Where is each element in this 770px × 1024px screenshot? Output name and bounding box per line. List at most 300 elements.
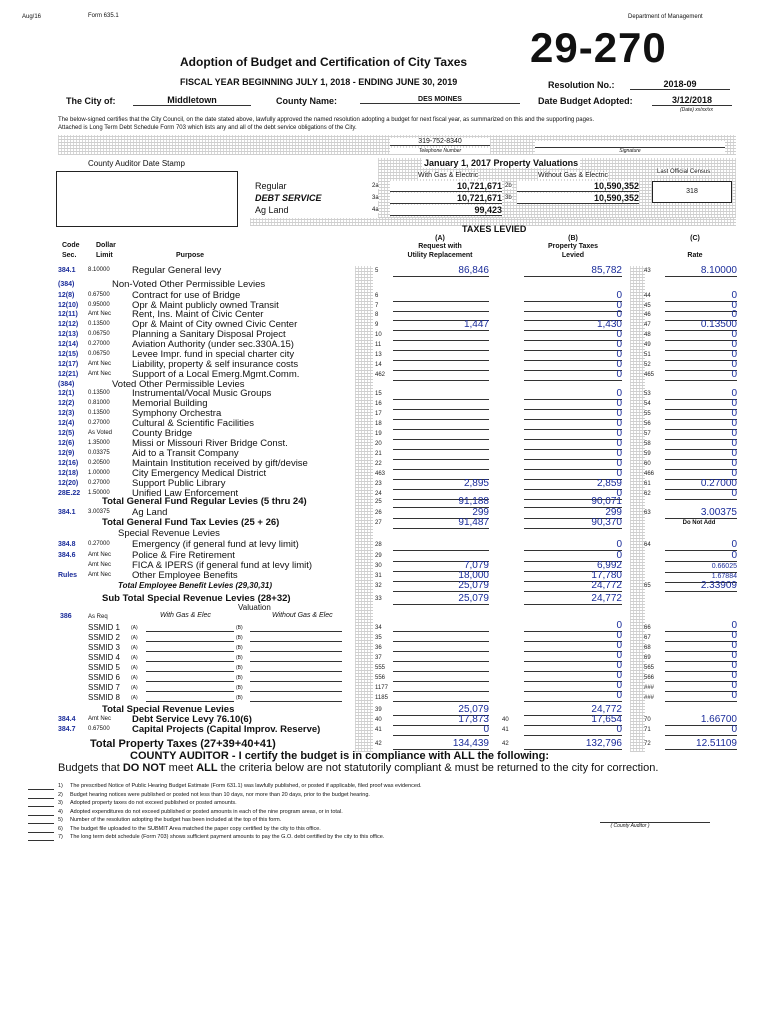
line-number: 34 <box>375 625 382 631</box>
dollar-header: Dollar <box>96 242 116 249</box>
purpose-label: Regular General levy <box>132 265 222 276</box>
ssmid-request-field[interactable] <box>393 643 489 652</box>
col-a-header: (A) <box>435 235 445 242</box>
line-number: 16 <box>375 401 382 407</box>
purpose-label: Symphony Orchestra <box>132 408 222 419</box>
tax-rate[interactable]: 0 <box>665 448 737 460</box>
line-number: 19 <box>375 431 382 437</box>
tax-rate[interactable]: 0 <box>665 724 737 736</box>
signature-label: Signature <box>535 148 725 154</box>
ssmid-request-field[interactable] <box>393 673 489 682</box>
ssmid-label: SSMID 4 <box>88 653 121 662</box>
ssmid-with-gas-field[interactable] <box>146 683 234 692</box>
property-taxes-levied[interactable]: 0 <box>524 468 622 480</box>
criteria-number: 1) <box>58 783 63 789</box>
telephone-label: Telephone Number <box>390 148 490 154</box>
ssmid-levied[interactable]: 0 <box>524 681 622 692</box>
ssmid-b-marker: (B) <box>236 625 243 631</box>
property-taxes-levied[interactable]: 6,992 <box>524 560 622 572</box>
tax-rate[interactable]: 0 <box>665 408 737 420</box>
property-taxes-levied[interactable]: 0 <box>524 300 622 312</box>
purpose-label: Voted Other Permissible Levies <box>112 379 245 390</box>
dollar-limit: 0.13500 <box>88 321 110 327</box>
code-section: 12(17) <box>58 361 79 368</box>
tax-rate[interactable]: 0.13500 <box>665 319 737 331</box>
ssmid-with-gas-field[interactable] <box>146 693 234 702</box>
code-section: 12(16) <box>58 460 79 467</box>
request-with-utility[interactable]: 7,079 <box>393 560 489 572</box>
line-number: 566 <box>644 675 655 681</box>
tax-rate[interactable]: 0 <box>665 369 737 381</box>
valuation-without-gas[interactable]: 10,590,352 <box>517 193 639 204</box>
property-taxes-levied[interactable]: 0 <box>524 488 622 500</box>
ssmid-b-marker: (B) <box>236 665 243 671</box>
purpose-label: Total General Fund Tax Levies (25 + 26) <box>102 517 280 528</box>
line-number: 8 <box>375 312 379 318</box>
purpose-label: Debt Service Levy 76.10(6) <box>132 714 252 725</box>
tax-rate[interactable]: 0 <box>665 300 737 312</box>
dollar-limit: 0.67500 <box>88 292 110 298</box>
line-number: 67 <box>644 635 651 641</box>
line-number: 24 <box>375 491 382 497</box>
date-adopted[interactable]: 3/12/2018 <box>652 95 732 106</box>
purpose-label: Memorial Building <box>132 398 208 409</box>
ssmid-rate[interactable]: 0 <box>665 681 737 692</box>
line-number: 33 <box>375 596 382 602</box>
property-taxes-levied[interactable]: 1,430 <box>524 319 622 331</box>
auditor-certification: COUNTY AUDITOR - I certify the budget is in compliance with ALL the following: <box>130 750 550 762</box>
line-number: 41 <box>502 727 509 733</box>
property-taxes-levied[interactable]: 24,772 <box>524 580 622 592</box>
ssmid-with-gas-field[interactable] <box>146 633 234 642</box>
property-taxes-levied[interactable]: 0 <box>524 388 622 400</box>
page-title: Adoption of Budget and Certification of City Taxes <box>180 55 468 69</box>
code-header: Code <box>62 242 80 249</box>
valuation-with-gas[interactable]: 10,721,671 <box>390 181 502 192</box>
valuation-label: Regular <box>255 181 287 191</box>
line-number: 27 <box>375 520 382 526</box>
dollar-limit: 8.10000 <box>88 267 110 273</box>
line-number: 463 <box>375 471 386 477</box>
line-number: 565 <box>644 665 655 671</box>
criteria-checkbox[interactable] <box>28 792 54 799</box>
property-taxes-levied[interactable]: 0 <box>524 539 622 551</box>
dollar-limit: 0.27000 <box>88 541 110 547</box>
request-with-utility[interactable]: 1,447 <box>393 319 489 331</box>
ssmid-b-marker: (B) <box>236 635 243 641</box>
code-section: 12(20) <box>58 480 79 487</box>
tax-rate[interactable]: 0 <box>665 418 737 430</box>
code-section: 12(9) <box>58 450 75 457</box>
line-number: 40 <box>502 717 509 723</box>
ssmid-levied[interactable]: 0 <box>524 661 622 672</box>
property-taxes-levied[interactable]: 299 <box>524 507 622 519</box>
valuation-with-gas[interactable]: 99,423 <box>390 205 502 216</box>
code-section: 384.1 <box>58 509 76 516</box>
department-name: Department of Management <box>628 14 703 20</box>
ssmid-request-field[interactable] <box>393 693 489 702</box>
tax-rate[interactable]: 1.67884 <box>665 571 737 583</box>
code-section: 12(10) <box>58 302 79 309</box>
request-with-utility[interactable]: 91,487 <box>393 517 489 529</box>
ssmid-label: SSMID 3 <box>88 643 121 652</box>
line-number: 2a <box>372 183 379 189</box>
ssmid-limit: As Req <box>88 614 108 620</box>
tax-rate[interactable]: 0 <box>665 339 737 351</box>
line-number: 1177 <box>375 685 388 691</box>
form-number: Form 635.1 <box>88 13 119 19</box>
property-taxes-levied[interactable]: 0 <box>524 438 622 450</box>
line-number: 1185 <box>375 695 388 701</box>
signature-line[interactable] <box>535 141 725 148</box>
code-section: Rules <box>58 572 78 579</box>
purpose-label: Liability, property & self insurance costs <box>132 359 299 370</box>
ssmid-rate[interactable]: 0 <box>665 691 737 702</box>
ssmid-a-marker: (A) <box>131 685 138 691</box>
tax-rate[interactable]: 0 <box>665 428 737 440</box>
purpose-label: Non-Voted Other Permissible Levies <box>112 279 266 290</box>
line-number: 55 <box>644 411 651 417</box>
line-number: 6 <box>375 293 379 299</box>
dollar-limit: Amt Nec <box>88 552 112 558</box>
county-label: County Name: <box>276 96 338 106</box>
census-value[interactable]: 318 <box>652 181 732 203</box>
dollar-limit: 0.06750 <box>88 331 110 337</box>
valuation-with-gas[interactable]: 10,721,671 <box>390 193 502 204</box>
county-name[interactable]: DES MOINES <box>360 96 520 104</box>
ssmid-with-gas-field[interactable] <box>146 673 234 682</box>
purpose-label: Instrumental/Vocal Music Groups <box>132 388 272 399</box>
ssmid-with-gas-field[interactable] <box>146 643 234 652</box>
auditor-requirement: Budgets that DO NOT meet ALL the criteria below are not statutorily compliant & must be returned to the city for correction. <box>58 762 659 774</box>
request-with-utility[interactable] <box>393 369 489 381</box>
date-format-hint: (Date) xx/xx/xx <box>680 107 714 113</box>
dollar-limit: 3.00375 <box>88 509 110 515</box>
line-number: 23 <box>375 481 382 487</box>
purpose-label: Aid to a Transit Company <box>132 448 239 459</box>
purpose-label: Other Employee Benefits <box>132 570 238 581</box>
property-taxes-levied[interactable]: 2,859 <box>524 478 622 490</box>
request-with-utility[interactable]: 17,873 <box>393 714 489 726</box>
line-number: 28 <box>375 542 382 548</box>
tax-rate[interactable]: 0 <box>665 438 737 450</box>
tax-rate[interactable]: 3.00375 <box>665 507 737 519</box>
line-number: 65 <box>644 583 651 589</box>
line-number: 13 <box>375 352 382 358</box>
tax-rate[interactable]: 0 <box>665 488 737 500</box>
purpose-label: Rent, Ins. Maint of Civic Center <box>132 309 264 320</box>
criteria-number: 3) <box>58 800 63 806</box>
request-with-utility[interactable]: 86,846 <box>393 265 489 277</box>
tax-rate[interactable]: 0 <box>665 468 737 480</box>
criteria-checkbox[interactable] <box>28 783 54 790</box>
line-number: 43 <box>644 268 651 274</box>
dollar-limit: 1.35000 <box>88 440 110 446</box>
county-auditor-signature[interactable] <box>600 816 710 823</box>
col-b-header-3: Levied <box>561 252 585 259</box>
line-number: 29 <box>375 553 382 559</box>
property-taxes-levied[interactable]: 0 <box>524 369 622 381</box>
code-section: 12(4) <box>58 420 75 427</box>
property-taxes-levied[interactable]: 0 <box>524 339 622 351</box>
tax-rate[interactable]: 0 <box>665 398 737 410</box>
criteria-number: 5) <box>58 817 63 823</box>
ssmid-a-marker: (A) <box>131 645 138 651</box>
ssmid-levied[interactable]: 0 <box>524 621 622 632</box>
request-with-utility[interactable]: 0 <box>393 724 489 736</box>
ssmid-rate[interactable]: 0 <box>665 651 737 662</box>
tax-rate[interactable]: 2.33909 <box>665 580 737 592</box>
request-with-utility[interactable]: 91,188 <box>393 496 489 508</box>
purpose-label: Support of a Local Emerg.Mgmt.Comm. <box>132 369 300 380</box>
tax-rate[interactable]: 12.51109 <box>665 738 737 750</box>
resolution-number[interactable]: 2018-09 <box>630 79 730 90</box>
ssmid-without-gas-field[interactable] <box>250 653 342 662</box>
line-number: 466 <box>644 471 655 477</box>
ssmid-b-marker: (B) <box>236 645 243 651</box>
ssmid-without-gas-field[interactable] <box>250 663 342 672</box>
line-number: 70 <box>644 717 651 723</box>
property-taxes-levied[interactable]: 0 <box>524 349 622 361</box>
valuation-label: DEBT SERVICE <box>255 193 322 203</box>
property-taxes-levied[interactable]: 24,772 <box>524 593 622 605</box>
line-number: 35 <box>375 635 382 641</box>
tax-rate[interactable]: 0 <box>665 290 737 302</box>
line-number: 36 <box>375 645 382 651</box>
tax-rate[interactable]: 0 <box>665 309 737 321</box>
criteria-number: 4) <box>58 808 63 815</box>
criteria-number: 2) <box>58 791 63 798</box>
property-taxes-levied[interactable]: 85,782 <box>524 265 622 277</box>
ssmid-without-gas-field[interactable] <box>250 683 342 692</box>
dollar-limit: 0.20500 <box>88 460 110 466</box>
purpose-label: Unified Law Enforcement <box>132 488 239 499</box>
certification-text-2: Attached is Long Term Debt Schedule Form 703 which lists any and all of the debt service obligations of the City. <box>58 125 357 131</box>
purpose-header: Purpose <box>176 252 205 259</box>
line-number: 555 <box>375 665 386 671</box>
property-taxes-levied[interactable]: 17,780 <box>524 570 622 582</box>
line-number: 20 <box>375 441 382 447</box>
criteria-checkbox[interactable] <box>28 817 54 824</box>
ssmid-request-field[interactable] <box>393 663 489 672</box>
line-number: 59 <box>644 451 651 457</box>
ssmid-levied[interactable]: 0 <box>524 671 622 682</box>
request-with-utility[interactable]: 299 <box>393 507 489 519</box>
dollar-limit: 0.95000 <box>88 302 110 308</box>
line-number: 71 <box>644 727 651 733</box>
with-gas-header: With Gas & Electric <box>418 172 479 179</box>
request-with-utility[interactable]: 134,439 <box>393 738 489 750</box>
property-taxes-levied[interactable]: 17,654 <box>524 714 622 726</box>
code-section: 12(18) <box>58 470 79 477</box>
code-section: 384.8 <box>58 541 76 548</box>
ssmid-without-gas-field[interactable] <box>250 693 342 702</box>
property-taxes-levied[interactable]: 0 <box>524 290 622 302</box>
ssmid-b-marker: (B) <box>236 695 243 701</box>
tax-rate[interactable]: 0 <box>665 539 737 551</box>
request-with-utility[interactable]: 25,079 <box>393 580 489 592</box>
auditor-stamp-box[interactable] <box>56 171 238 227</box>
ssmid-label: SSMID 2 <box>88 633 121 642</box>
valuation-without-gas[interactable]: 10,590,352 <box>517 181 639 192</box>
line-number: 3a <box>372 195 379 201</box>
ssmid-request-field[interactable] <box>393 653 489 662</box>
ssmid-rate[interactable]: 0 <box>665 641 737 652</box>
ssmid-a-marker: (A) <box>131 655 138 661</box>
rate-note: Do Not Add <box>682 520 716 526</box>
criteria-text: The budget file uploaded to the SUBMIT Area matched the paper copy certified by the city to this office. <box>70 825 321 832</box>
ssmid-request-field[interactable] <box>393 683 489 692</box>
purpose-label: Total Special Revenue Levies <box>102 704 235 715</box>
property-taxes-levied[interactable]: 0 <box>524 398 622 410</box>
ssmid-with-gas: With Gas & Elec <box>160 612 211 619</box>
ssmid-rate[interactable]: 0 <box>665 671 737 682</box>
telephone-number[interactable]: 319-752-8340 <box>390 138 490 146</box>
purpose-label: Police & Fire Retirement <box>132 550 235 561</box>
tax-rate[interactable]: 0.27000 <box>665 478 737 490</box>
line-number: 60 <box>644 461 651 467</box>
purpose-label: Total Property Taxes (27+39+40+41) <box>90 738 276 750</box>
ssmid-a-marker: (A) <box>131 695 138 701</box>
line-number: 4a <box>372 207 379 213</box>
line-number: 53 <box>644 391 651 397</box>
ssmid-without-gas-field[interactable] <box>250 623 342 632</box>
dollar-limit: 1.00000 <box>88 470 110 476</box>
line-number: 30 <box>375 563 382 569</box>
ssmid-levied[interactable]: 0 <box>524 691 622 702</box>
ssmid-with-gas-field[interactable] <box>146 663 234 672</box>
ssmid-without-gas-field[interactable] <box>250 633 342 642</box>
line-number: 52 <box>644 362 651 368</box>
tax-rate[interactable]: 0.66025 <box>665 561 737 573</box>
ssmid-rate[interactable]: 0 <box>665 661 737 672</box>
property-taxes-levied[interactable]: 0 <box>524 724 622 736</box>
tax-rate[interactable]: 0 <box>665 550 737 562</box>
line-number: 47 <box>644 322 651 328</box>
purpose-label: Opr & Maint of City owned Civic Center <box>132 319 298 330</box>
property-taxes-levied[interactable]: 0 <box>524 448 622 460</box>
valuations-title: January 1, 2017 Property Valuations <box>424 158 579 168</box>
purpose-label: Total General Fund Regular Levies (5 thru 24) <box>102 496 307 507</box>
request-with-utility[interactable]: 2,895 <box>393 478 489 490</box>
property-taxes-levied[interactable]: 0 <box>524 359 622 371</box>
property-taxes-levied[interactable]: 24,772 <box>524 704 622 716</box>
line-number: 42 <box>375 741 382 747</box>
line-number: 21 <box>375 451 382 457</box>
dollar-limit: 0.67500 <box>88 726 110 732</box>
ssmid-request-field[interactable] <box>393 633 489 642</box>
criteria-checkbox[interactable] <box>28 826 54 833</box>
dollar-limit: Amt Nec <box>88 371 112 377</box>
property-taxes-levied[interactable]: 0 <box>524 309 622 321</box>
ssmid-levied[interactable]: 0 <box>524 651 622 662</box>
criteria-checkbox[interactable] <box>28 834 54 841</box>
line-number: 11 <box>375 342 382 348</box>
ssmid-with-gas-field[interactable] <box>146 653 234 662</box>
ssmid-without-gas-field[interactable] <box>250 643 342 652</box>
tax-rate[interactable]: 0 <box>665 458 737 470</box>
line-number-hatch <box>355 266 373 752</box>
line-number: 56 <box>644 421 651 427</box>
line-number: 14 <box>375 362 382 368</box>
property-taxes-levied[interactable]: 0 <box>524 418 622 430</box>
tax-rate[interactable]: 0 <box>665 329 737 341</box>
tax-rate[interactable]: 0 <box>665 349 737 361</box>
line-number: 54 <box>644 401 651 407</box>
purpose-label: Aviation Authority (under sec.330A.15) <box>132 339 294 350</box>
ssmid-b-marker: (B) <box>236 685 243 691</box>
ssmid-request-field[interactable] <box>393 623 489 632</box>
col-c-header: (C) <box>690 235 700 242</box>
code-section: 12(6) <box>58 440 75 447</box>
ssmid-levied[interactable]: 0 <box>524 641 622 652</box>
code-section: 384.7 <box>58 726 76 733</box>
property-taxes-levied[interactable]: 0 <box>524 329 622 341</box>
purpose-label: Support Public Library <box>132 478 226 489</box>
property-taxes-levied[interactable]: 0 <box>524 458 622 470</box>
ssmid-levied[interactable]: 0 <box>524 631 622 642</box>
property-taxes-levied[interactable]: 132,796 <box>524 738 622 750</box>
resolution-label: Resolution No.: <box>548 80 615 90</box>
fiscal-year: FISCAL YEAR BEGINNING JULY 1, 2018 - ENDING JUNE 30, 2019 <box>180 77 458 87</box>
ssmid-without-gas: Without Gas & Elec <box>272 612 333 619</box>
purpose-label: Cultural & Scientific Facilities <box>132 418 254 429</box>
tax-rate[interactable]: 8.10000 <box>665 265 737 277</box>
property-taxes-levied[interactable]: 0 <box>524 428 622 440</box>
request-with-utility[interactable]: 25,079 <box>393 593 489 605</box>
purpose-label: Contract for use of Bridge <box>132 290 241 301</box>
purpose-label: City Emergency Medical District <box>132 468 267 479</box>
ssmid-b-marker: (B) <box>236 655 243 661</box>
dollar-limit: As Voted <box>88 430 113 436</box>
criteria-checkbox[interactable] <box>28 800 54 807</box>
property-taxes-levied[interactable]: 90,071 <box>524 496 622 508</box>
tax-rate[interactable]: 0 <box>665 388 737 400</box>
ssmid-rate[interactable]: 0 <box>665 621 737 632</box>
ssmid-b-marker: (B) <box>236 675 243 681</box>
line-number: 46 <box>644 312 651 318</box>
code-section: 12(13) <box>58 331 79 338</box>
code-section: 384.6 <box>58 552 76 559</box>
dollar-limit: Amt Nec <box>88 361 112 367</box>
ssmid-with-gas-field[interactable] <box>146 623 234 632</box>
line-number: 48 <box>644 332 651 338</box>
property-taxes-levied[interactable]: 0 <box>524 550 622 562</box>
property-taxes-levied[interactable]: 0 <box>524 408 622 420</box>
ssmid-rate[interactable]: 0 <box>665 631 737 642</box>
line-number: 9 <box>375 322 379 328</box>
city-name[interactable]: Middletown <box>133 95 251 106</box>
code-section: 12(1) <box>58 390 75 397</box>
ssmid-without-gas-field[interactable] <box>250 673 342 682</box>
request-with-utility[interactable]: 25,079 <box>393 704 489 716</box>
tax-rate[interactable]: 1.66700 <box>665 714 737 726</box>
request-with-utility[interactable]: 18,000 <box>393 570 489 582</box>
code-section: 12(3) <box>58 410 75 417</box>
code-section: 12(12) <box>58 321 79 328</box>
purpose-label: Capital Projects (Capital Improv. Reserve) <box>132 724 321 735</box>
criteria-checkbox[interactable] <box>28 809 54 816</box>
line-number: 44 <box>644 293 651 299</box>
purpose-label: FICA & IPERS (if general fund at levy limit) <box>132 560 313 571</box>
line-number: 40 <box>375 717 382 723</box>
code-section: 28E.22 <box>58 490 81 497</box>
line-number: 37 <box>375 655 382 661</box>
criteria-text: The long term debt schedule (Form 703) shows sufficient payment amounts to pay the G.O. debt certified by the city to this office. <box>70 834 385 840</box>
property-taxes-levied[interactable]: 90,370 <box>524 517 622 529</box>
tax-rate[interactable]: 0 <box>665 359 737 371</box>
line-number: 58 <box>644 441 651 447</box>
